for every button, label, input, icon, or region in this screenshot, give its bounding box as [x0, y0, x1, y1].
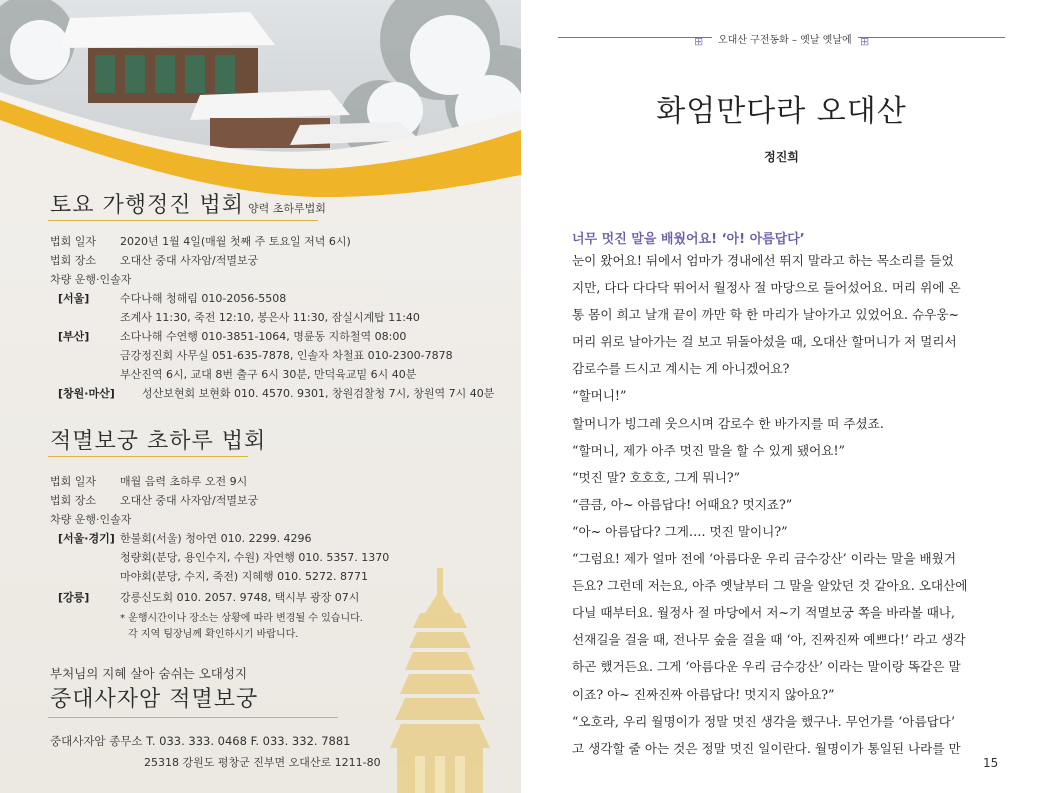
- lead-heading: 너무 멋진 말을 배웠어요! ‘아! 아름답다’: [572, 232, 805, 247]
- story-line: “큼큼, 아~ 아름답다! 어때요? 멋지죠?”: [572, 496, 793, 512]
- story-line: “그럼요! 제가 얼마 전에 ‘아름다운 우리 금수강산’ 이라는 말을 배웠거: [572, 551, 957, 567]
- address: 25318 강원도 평창군 진부면 오대산로 1211-80: [144, 756, 381, 769]
- section2-divider: [48, 456, 248, 457]
- story-line: 선재길을 걸을 때, 전나무 숲을 걸을 때 ‘아, 진짜진짜 예쁘다!’ 라고 생각: [572, 632, 966, 648]
- story-line: “할머니!”: [572, 388, 627, 404]
- pagoda-illustration: [385, 568, 495, 793]
- story-line: 다닐 때부터요. 월정사 절 마당에서 저~기 적멸보궁 쪽을 바라볼 때나,: [572, 605, 956, 621]
- section1-divider: [48, 220, 318, 221]
- motto: 부처님의 지혜 살아 숨쉬는 오대성지: [50, 666, 248, 681]
- story-line: 든요? 그런데 저는요, 아주 옛날부터 그 말을 알았던 것 같아요. 오대산에: [572, 578, 968, 594]
- left-page: 토요 가행정진 법회 양력 초하루법회 법회 일자 2020년 1월 4일(매월 첫째 주 토요일 저녁 6시) 법회 장소 오대산 중대 사자암/적멸보궁 차량 운행·인솔자 [서울] 수다나해 청해림 010-2056-5508 조계사 11:30, 죽전 12:10, 봉은사 11:30, 잠실시계탑 11:40 [부산] 소다나해 수연행 010-3851-1064, 명륜동 지하철역 08:00 금강정진회 사무실 051-635-7878, 인솔자 차철표 010-2300-7878 부산진역 6시, 교대 8번 출구 6시 30분, 만덕육교밑 6시 40분 [창원·마산] 성산보현회 보현화 010. 4570. 9301, 창원검찰청 7시, 창원역 7시 40분 적멸보궁 초하루 법회 법회 일자 매월 음력 초하루 오전 9시 법회 장소 오대산 중대 사자암/적멸보궁 차량 운행·인솔자 [서울·경기] 한불회(서울) 청아연 010. 2299. 4296 청량회(분당, 용인수지, 수원) 자연행 010. 5357. 1370 마야회(분당, 수지, 죽전) 지혜행 010. 5272. 8771 [강릉] 강릉신도회 010. 2057. 9748, 택시부 광장 07시 * 운행시간이나 장소는 상황에 따라 변경될 수 있습니다. 각 지역 팀장님께 확인하시기 바랍니다. 부처님의 지혜 살아 숨쉬는 오대성지 중대사자암 적멸보궁 중대사자암 종무소 T. 033. 333. 0468 F. 033. 332. 7881 25318 강원도 평창군 진부면 오대산로 1211-80: [0, 0, 521, 793]
- story-line: 하곤 했거든요. 그게 ‘아름다운 우리 금수강산’ 이라는 말이랑 똑같은 말: [572, 659, 961, 675]
- contact-info: 중대사자암 종무소 T. 033. 333. 0468 F. 033. 332. 7881: [50, 734, 351, 748]
- story-title: 화엄만다라 오대산: [656, 94, 907, 129]
- story-line: 할머니가 빙그레 웃으시며 감로수 한 바가지를 떠 주셨죠.: [572, 415, 884, 431]
- section1-title: 토요 가행정진 법회 양력 초하루법회: [50, 193, 326, 218]
- temple-title: 중대사자암 적멸보궁: [50, 687, 259, 712]
- story-body: [572, 247, 992, 762]
- story-line: 지만, 다다 다다닥 뛰어서 월정사 절 마당으로 들어섰어요. 머리 위에 온: [572, 280, 961, 296]
- author: 정진희: [764, 150, 799, 164]
- story-line: 고 생각할 줄 아는 것은 정말 멋진 일이란다. 월명이가 통일된 나라를 만: [572, 740, 961, 756]
- story-line: “오호라, 우리 월명이가 정말 멋진 생각을 했구나. 무언가를 ‘아름답다’: [572, 713, 955, 729]
- story-line: 머리 위로 날아가는 걸 보고 뒤돌아섰을 때, 오대산 할머니가 저 멀리서: [572, 334, 957, 350]
- section1-subtitle: 양력 초하루법회: [248, 202, 326, 215]
- story-line: “아~ 아름답다? 그게…. 멋진 말이니?”: [572, 523, 788, 539]
- page-number: 15: [983, 756, 999, 770]
- running-head: 오대산 구전동화 – 옛날 옛날에: [712, 31, 858, 46]
- snowy-temple-photo: [0, 0, 521, 210]
- temple-divider: [48, 717, 338, 718]
- story-line: 감로수를 드시고 계시는 게 아니겠어요?: [572, 361, 790, 377]
- story-line: “멋진 말? 호호호, 그게 뭐니?”: [572, 469, 741, 485]
- story-line: 눈이 왔어요! 뒤에서 엄마가 경내에선 뛰지 말라고 하는 목소리를 들었: [572, 253, 954, 268]
- section2-title: 적멸보궁 초하루 법회: [50, 429, 267, 454]
- story-line: “할머니, 제가 아주 멋진 말을 할 수 있게 됐어요!”: [572, 442, 845, 458]
- book-icon: ⊞: [860, 35, 870, 48]
- story-line: 통 몸이 희고 날개 끝이 까만 학 한 마리가 날아가고 있었어요. 슈우웅~: [572, 307, 960, 323]
- book-icon: ⊞: [694, 35, 704, 48]
- story-line: 이죠? 아~ 진짜진짜 아름답다! 멋지지 않아요?”: [572, 686, 835, 702]
